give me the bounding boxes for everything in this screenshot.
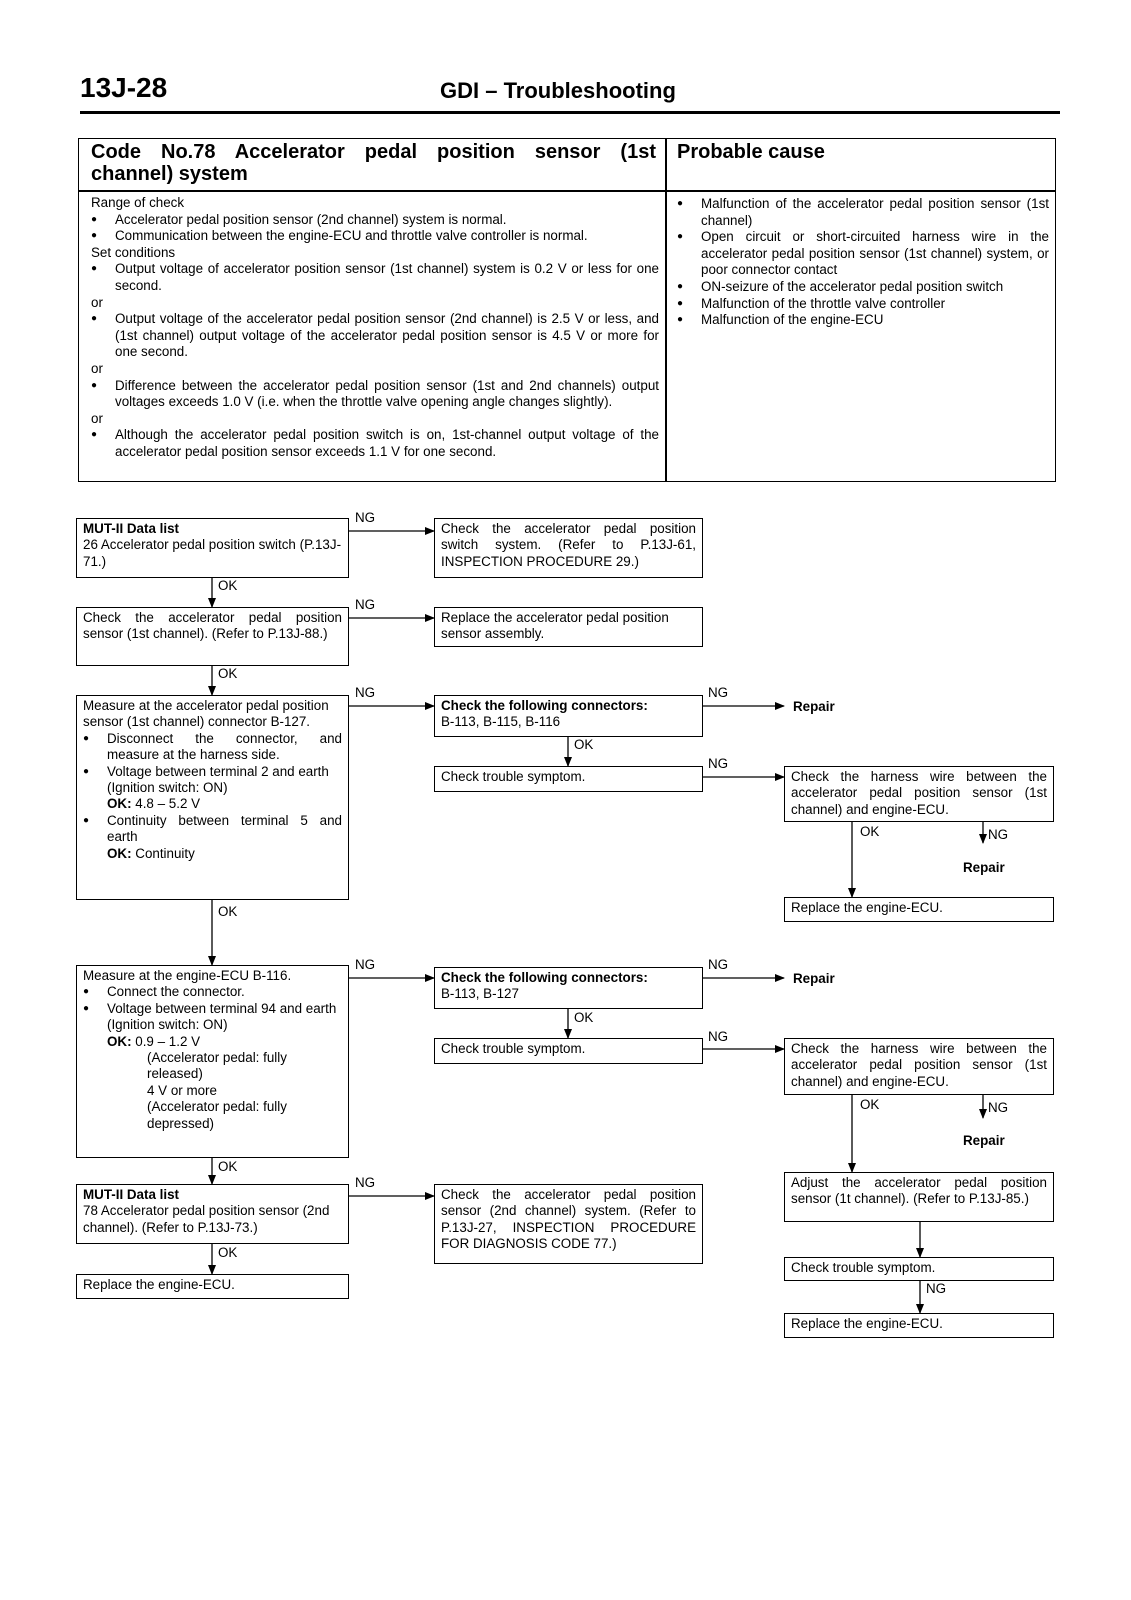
probable-cause-item: ● Malfunction of the accelerator pedal position sensor (1st channel)	[677, 196, 1049, 229]
probable-cause-item: ● Open circuit or short-circuited harness wire in the accelerator pedal position sensor (1st channel) system, or poor connector contact	[677, 229, 1049, 279]
measure-step: Measure at the engine-ECU B-116.	[83, 968, 292, 983]
replace-sensor-box: Replace the accelerator pedal position sensor assembly.	[434, 607, 703, 647]
probable-cause-item: ● Malfunction of the throttle valve controller	[677, 296, 1049, 313]
measure-step: ● Voltage between terminal 2 and earth	[83, 764, 342, 780]
ok-label: OK	[860, 824, 880, 839]
condition-bullet: ● Output voltage of the accelerator pedal position sensor (2nd channel) is 2.5 V or less, and (1st channel) output voltage of the accelerator pedal position sensor is 4.5 V or more for one second.	[91, 311, 659, 361]
check-connectors-box: Check the following connectors: B-113, B-115, B-116	[434, 695, 703, 737]
measure-step: OK: 4.8 – 5.2 V	[107, 796, 201, 812]
probable-cause-heading: Probable cause	[677, 141, 825, 163]
replace-ecu-box: Replace the engine-ECU.	[76, 1274, 349, 1299]
ng-label: NG	[988, 827, 1009, 842]
condition-bullet: ● Communication between the engine-ECU and throttle valve controller is normal.	[91, 228, 659, 245]
measure-step: (Accelerator pedal: fully released)	[147, 1050, 287, 1082]
measure-step: (Accelerator pedal: fully depressed)	[147, 1099, 287, 1131]
ng-label: NG	[355, 957, 376, 972]
ok-label: OK	[574, 737, 594, 752]
check-2nd-channel-box: Check the accelerator pedal position sensor (2nd channel) system. (Refer to P.13J-27, INSPECTION PROCEDURE FOR DIAGNOSIS CODE 77.)	[434, 1184, 703, 1264]
ng-label: NG	[988, 1100, 1009, 1115]
measure-step: OK: Continuity	[107, 845, 195, 861]
page-title: GDI – Troubleshooting	[440, 78, 676, 103]
repair-label: Repair	[963, 1133, 1005, 1148]
ng-label: NG	[708, 957, 729, 972]
measure-step: (Ignition switch: ON)	[107, 780, 228, 796]
condition-text: Set conditions	[91, 244, 176, 260]
check-trouble-symptom-box: Check trouble symptom.	[434, 766, 703, 792]
measure-step: ● Disconnect the connector, and measure at the harness side.	[83, 731, 342, 764]
measure-step: OK: 0.9 – 1.2 V	[107, 1033, 201, 1049]
ok-label: OK	[218, 1245, 238, 1260]
ng-label: NG	[355, 510, 376, 525]
ok-label: OK	[218, 666, 238, 681]
replace-ecu-box: Replace the engine-ECU.	[784, 897, 1054, 922]
condition-bullet: ● Although the accelerator pedal position switch is on, 1st-channel output voltage of the accelerator pedal position sensor exceeds 1.1 V for one second.	[91, 427, 659, 460]
check-switch-box: Check the accelerator pedal position switch system. (Refer to P.13J-61, INSPECTION PROCEDURE 29.)	[434, 518, 703, 578]
page-number: 13J-28	[80, 72, 168, 103]
measure-step: ● Continuity between terminal 5 and earth	[83, 813, 342, 846]
ok-label: OK	[218, 904, 238, 919]
probable-cause-item: ● ON-seizure of the accelerator pedal position switch	[677, 279, 1049, 296]
condition-bullet: ● Accelerator pedal position sensor (2nd channel) system is normal.	[91, 212, 659, 229]
ng-label: NG	[708, 685, 729, 700]
probable-cause-item: ● Malfunction of the engine-ECU	[677, 312, 1049, 329]
ng-label: NG	[355, 1175, 376, 1190]
check-connectors-box: Check the following connectors: B-113, B-127	[434, 967, 703, 1009]
condition-text: or	[91, 294, 103, 310]
repair-label: Repair	[793, 971, 835, 986]
ng-label: NG	[926, 1281, 947, 1296]
ok-label: OK	[218, 1159, 238, 1174]
check-trouble-symptom-box: Check trouble symptom.	[784, 1257, 1054, 1281]
repair-label: Repair	[963, 860, 1005, 875]
condition-text: Range of check	[91, 195, 185, 210]
check-harness-box: Check the harness wire between the accelerator pedal position sensor (1st channel) and engine-ECU.	[784, 1038, 1054, 1095]
adjust-sensor-box: Adjust the accelerator pedal position sensor (1t channel). (Refer to P.13J-85.)	[784, 1172, 1054, 1222]
check-trouble-symptom-box: Check trouble symptom.	[434, 1038, 703, 1064]
code-heading: Code No.78 Accelerator pedal position sensor (1st channel) system	[91, 141, 656, 185]
measure-ecu-box	[76, 965, 349, 1158]
condition-bullet: ● Difference between the accelerator pedal position sensor (1st and 2nd channels) output voltages exceeds 1.0 V (i.e. when the throttle valve opening angle changes slightly).	[91, 378, 659, 411]
check-sensor-box: Check the accelerator pedal position sensor (1st channel). (Refer to P.13J-88.)	[76, 607, 349, 666]
measure-step: ● Voltage between terminal 94 and earth	[83, 1001, 342, 1017]
replace-ecu-box: Replace the engine-ECU.	[784, 1313, 1054, 1338]
ok-label: OK	[574, 1010, 594, 1025]
measure-step: ● Connect the connector.	[83, 984, 342, 1000]
ng-label: NG	[355, 685, 376, 700]
mut-data-list-box: MUT-II Data list 78 Accelerator pedal position sensor (2nd channel). (Refer to P.13J-73.)	[76, 1184, 349, 1244]
measure-step: 4 V or more	[147, 1082, 217, 1098]
mut-data-list-box: MUT-II Data list 26 Accelerator pedal position switch (P.13J-71.)	[76, 518, 349, 578]
condition-bullet: ● Output voltage of accelerator position sensor (1st channel) system is 0.2 V or less for one second.	[91, 261, 659, 294]
ng-label: NG	[355, 597, 376, 612]
ng-label: NG	[708, 1029, 729, 1044]
ng-label: NG	[708, 756, 729, 771]
check-harness-box: Check the harness wire between the accelerator pedal position sensor (1st channel) and engine-ECU.	[784, 766, 1054, 822]
measure-step: Measure at the accelerator pedal position sensor (1st channel) connector B-127.	[83, 698, 329, 730]
ok-label: OK	[860, 1097, 880, 1112]
ok-label: OK	[218, 578, 238, 593]
repair-label: Repair	[793, 699, 835, 714]
condition-text: or	[91, 410, 103, 426]
measure-step: (Ignition switch: ON)	[107, 1017, 228, 1033]
measure-sensor-box	[76, 695, 349, 900]
condition-text: or	[91, 360, 103, 376]
